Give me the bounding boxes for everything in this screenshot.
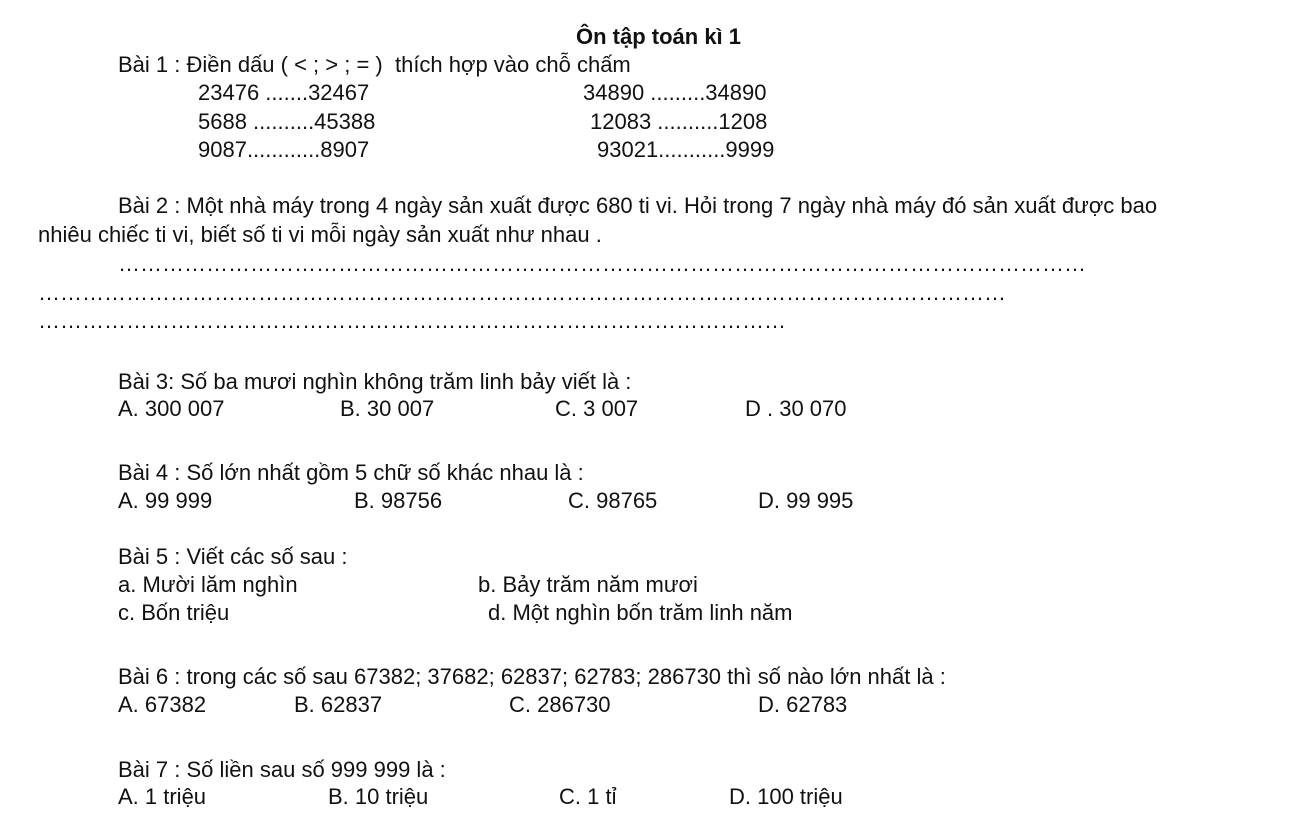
- exercise-5-item: a. Mười lăm nghìn: [118, 572, 298, 597]
- exercise-1-item: 12083 ..........1208: [590, 109, 768, 134]
- exercise-4-prompt: Bài 4 : Số lớn nhất gồm 5 chữ số khác nhau là :: [118, 460, 584, 485]
- exercise-5-item: d. Một nghìn bốn trăm linh năm: [488, 600, 793, 625]
- exercise-5-item: b. Bảy trăm năm mươi: [478, 572, 698, 597]
- option-c: C. 286730: [509, 692, 611, 717]
- exercise-1-item: 5688 ..........45388: [198, 109, 376, 134]
- exercise-6-prompt: Bài 6 : trong các số sau 67382; 37682; 62837; 62783; 286730 thì số nào lớn nhất là :: [118, 664, 946, 689]
- option-a: A. 99 999: [118, 488, 213, 513]
- exercise-2-prompt-line2: nhiêu chiếc ti vi, biết số ti vi mỗi ngày sản xuất như nhau .: [38, 222, 602, 247]
- page-title: Ôn tập toán kì 1: [576, 24, 742, 49]
- answer-line: ……………………………………………………………………………………………………………………: [38, 280, 1006, 305]
- option-a: A. 67382: [118, 692, 207, 717]
- option-b: B. 30 007: [340, 396, 435, 421]
- exercise-3-prompt: Bài 3: Số ba mươi nghìn không trăm linh bảy viết là :: [118, 369, 632, 394]
- option-c: C. 3 007: [555, 396, 639, 421]
- option-d: D. 62783: [758, 692, 848, 717]
- exercise-1-item: 23476 .......32467: [198, 80, 370, 105]
- option-d: D. 99 995: [758, 488, 854, 513]
- exercise-1-prompt: Bài 1 : Điền dấu ( < ; > ; = ) thích hợp vào chỗ chấm: [118, 52, 631, 77]
- option-b: B. 62837: [294, 692, 383, 717]
- exercise-2-prompt-line1: Bài 2 : Một nhà máy trong 4 ngày sản xuất được 680 ti vi. Hỏi trong 7 ngày nhà máy đó sản xuất được bao: [118, 193, 1158, 218]
- answer-line: ……………………………………………………………………………………………………………………: [118, 251, 1086, 276]
- option-a: A. 300 007: [118, 396, 225, 421]
- exercise-1-item: 9087............8907: [198, 137, 370, 162]
- exercise-7-prompt: Bài 7 : Số liền sau số 999 999 là :: [118, 757, 446, 782]
- option-a: A. 1 triệu: [118, 784, 207, 809]
- option-c: C. 98765: [568, 488, 658, 513]
- answer-line: …………………………………………………………………………………………: [38, 308, 786, 333]
- exercise-1-item: 34890 .........34890: [583, 80, 767, 105]
- exercise-5-item: c. Bốn triệu: [118, 600, 230, 625]
- option-c: C. 1 tỉ: [559, 784, 617, 809]
- option-b: B. 98756: [354, 488, 443, 513]
- option-b: B. 10 triệu: [328, 784, 429, 809]
- option-d: D . 30 070: [745, 396, 847, 421]
- exercise-5-prompt: Bài 5 : Viết các số sau :: [118, 544, 348, 569]
- option-d: D. 100 triệu: [729, 784, 843, 809]
- exercise-1-item: 93021...........9999: [597, 137, 775, 162]
